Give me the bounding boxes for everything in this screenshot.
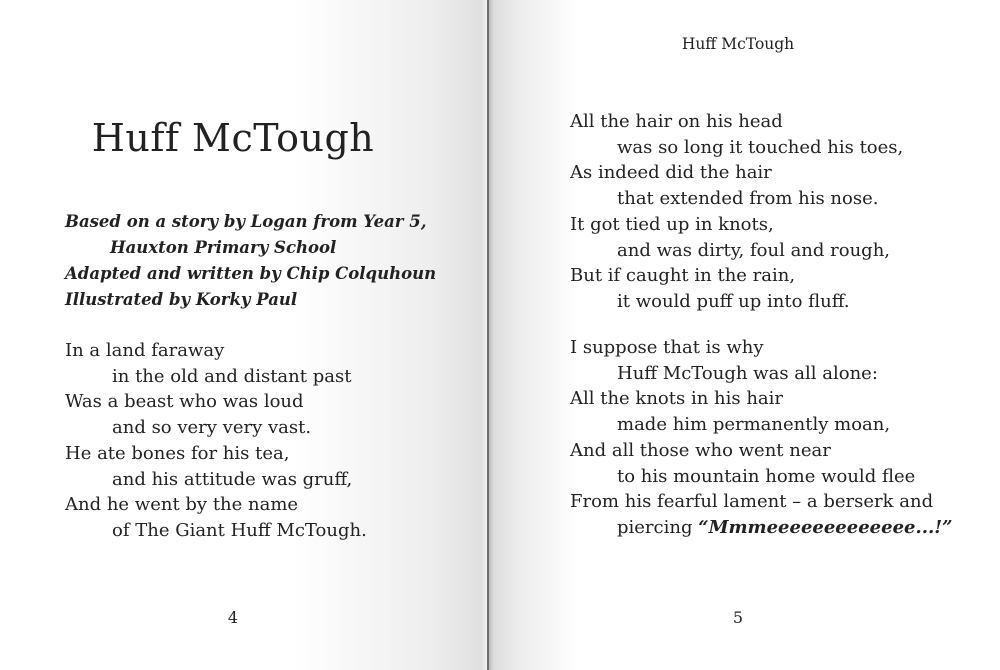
line-text: and was dirty, foul and rough, — [617, 239, 891, 261]
text-line — [65, 492, 367, 518]
line-text: was so long it touched his toes, — [617, 136, 904, 158]
line-text: in the old and distant past — [112, 365, 352, 387]
emphasized-scream-text: “Mmmeeeeeeeeeeeee...!” — [698, 516, 953, 538]
poem-stanza-left — [65, 338, 367, 544]
text-line — [65, 364, 367, 390]
text-line — [570, 386, 953, 412]
line-text: He ate bones for his tea, — [65, 442, 290, 464]
running-header: Huff McTough — [681, 35, 795, 53]
text-line — [570, 464, 953, 490]
text-line — [65, 338, 367, 364]
text-line — [570, 289, 903, 315]
text-line — [570, 412, 953, 438]
line-text: Based on a story by Logan from Year 5, — [65, 212, 427, 231]
line-text: All the knots in his hair — [570, 388, 784, 410]
credits-block — [65, 209, 436, 313]
line-text: Huff McTough was all alone: — [617, 362, 878, 384]
line-text: Was a beast who was loud — [65, 391, 304, 413]
line-text: It got tied up in knots, — [570, 213, 774, 235]
page-number-right: 5 — [732, 608, 744, 627]
line-text: piercing — [617, 516, 699, 538]
line-text: All the hair on his head — [570, 111, 783, 132]
line-text: that extended from his nose. — [617, 188, 879, 210]
text-line — [570, 186, 903, 212]
text-line — [65, 389, 367, 415]
line-text: And all those who went near — [570, 439, 831, 461]
page-title: Huff McTough — [91, 116, 375, 160]
line-text: As indeed did the hair — [570, 162, 772, 184]
line-text: to his mountain home would flee — [617, 465, 916, 487]
text-line — [570, 109, 903, 135]
line-text: Illustrated by Korky Paul — [65, 290, 298, 309]
text-line — [65, 518, 367, 544]
text-line — [65, 287, 436, 313]
text-line — [570, 361, 953, 387]
line-text: Hauxton Primary School — [110, 238, 337, 257]
text-line — [570, 135, 903, 161]
text-line — [65, 467, 367, 493]
line-text: it would puff up into fluff. — [617, 290, 850, 312]
line-text: made him permanently moan, — [617, 414, 891, 436]
text-line — [65, 235, 436, 261]
line-text: In a land faraway — [65, 340, 225, 361]
text-line — [570, 515, 953, 541]
line-text: But if caught in the rain, — [570, 265, 796, 287]
text-line — [570, 160, 903, 186]
poem-stanza-right-2 — [570, 335, 953, 541]
text-line — [570, 238, 903, 264]
line-text: of The Giant Huff McTough. — [112, 519, 367, 541]
right-page — [489, 0, 1000, 670]
text-line — [570, 212, 903, 238]
poem-stanza-right-1 — [570, 109, 903, 315]
text-line — [65, 415, 367, 441]
text-line — [65, 261, 436, 287]
text-line — [570, 335, 953, 361]
left-page — [0, 0, 487, 670]
line-text: I suppose that is why — [570, 337, 764, 358]
text-line — [570, 438, 953, 464]
line-text: and so very very vast. — [112, 417, 312, 439]
line-text: From his fearful lament – a berserk and — [570, 491, 934, 513]
line-text: and his attitude was gruff, — [112, 468, 353, 490]
line-text: And he went by the name — [65, 494, 299, 516]
text-line — [570, 263, 903, 289]
line-text: Adapted and written by Chip Colquhoun — [65, 264, 437, 283]
text-line — [65, 441, 367, 467]
text-line — [570, 489, 953, 515]
page-number-left: 4 — [227, 608, 239, 627]
text-line — [65, 209, 436, 235]
